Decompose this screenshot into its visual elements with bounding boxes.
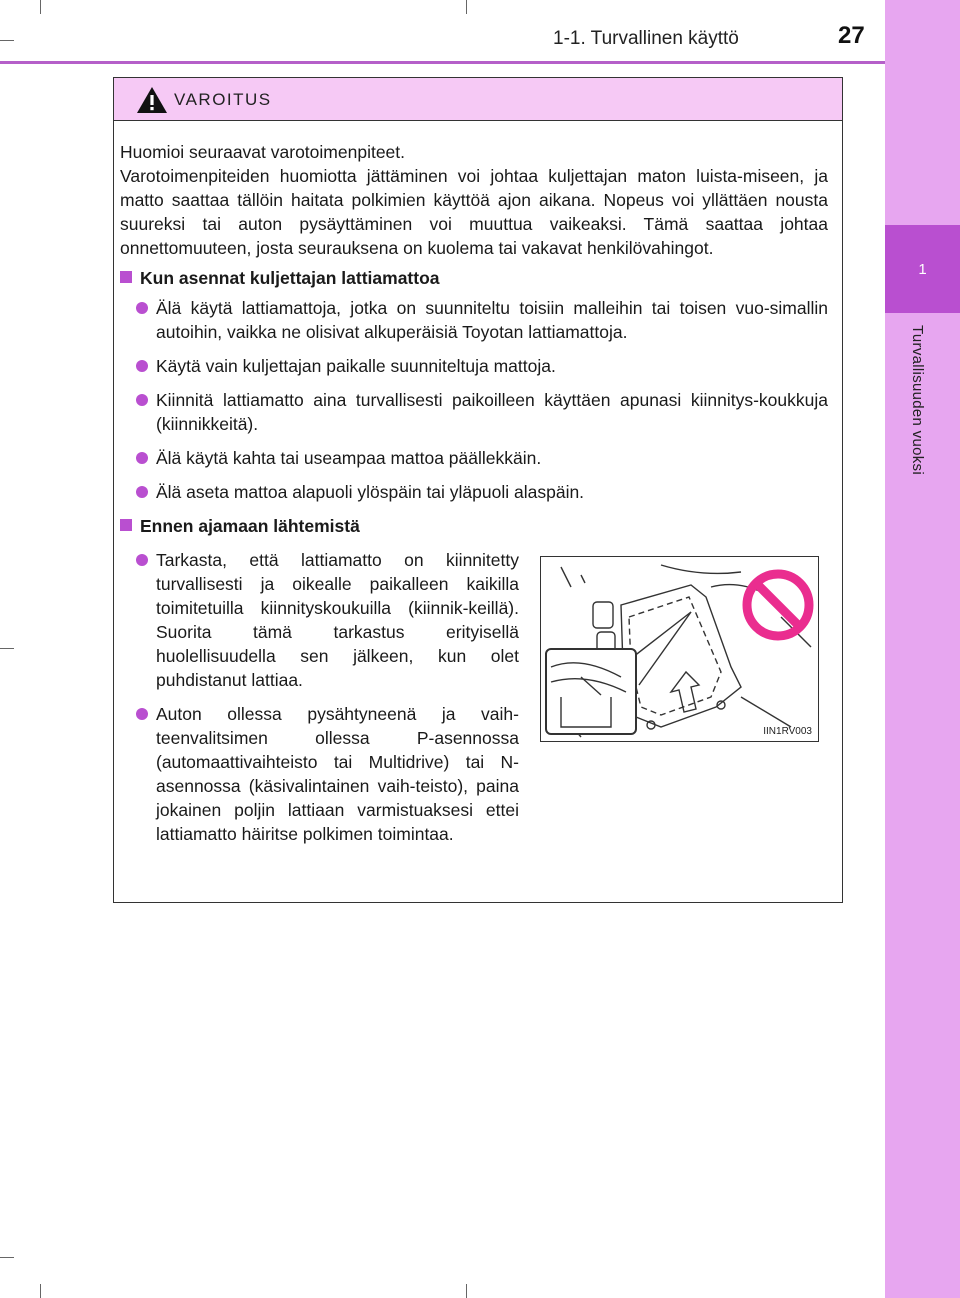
figure-code: IIN1RV003 bbox=[763, 726, 812, 737]
list-item: Kiinnitä lattiamatto aina turvallisesti paikoilleen käyttäen apunasi kiinnitys-koukkuja (kiinnikkeitä). bbox=[120, 388, 828, 436]
chapter-title: Turvallisuuden vuoksi bbox=[909, 325, 926, 475]
crop-mark bbox=[466, 1284, 467, 1298]
bullet-dot-icon bbox=[136, 452, 148, 464]
bullet-dot-icon bbox=[136, 708, 148, 720]
warning-triangle-icon bbox=[136, 86, 168, 114]
page-number: 27 bbox=[838, 22, 865, 49]
square-bullet-icon bbox=[120, 271, 132, 283]
list-item: Tarkasta, että lattiamatto on kiinnitetty turvallisesti ja oikealle paikalleen kaikilla toimitetuilla kiinnityskoukuilla (kiinnik-keillä). Suorita tämä tarkastus erityisellä huolellisuudella sen jälkeen, kun olet puhdistanut lattiaa. bbox=[120, 548, 519, 692]
section-heading: Ennen ajamaan lähtemistä bbox=[120, 514, 828, 538]
crop-mark bbox=[0, 40, 14, 41]
crop-mark bbox=[40, 0, 41, 14]
list-item: Älä käytä kahta tai useampaa mattoa päällekkäin. bbox=[120, 446, 828, 470]
crop-mark bbox=[466, 0, 467, 14]
chapter-tab bbox=[885, 225, 960, 313]
list-item: Älä aseta mattoa alapuoli ylöspäin tai yläpuoli alaspäin. bbox=[120, 480, 828, 504]
header-rule bbox=[0, 61, 885, 64]
list-item: Älä käytä lattiamattoja, jotka on suunniteltu toisiin malleihin tai toisen vuo-simallin autoihin, vaikka ne olisivat alkuperäisiä Toyotan lattiamattoja. bbox=[120, 296, 828, 344]
list-item: Käytä vain kuljettajan paikalle suunniteltuja mattoja. bbox=[120, 354, 828, 378]
bullet-dot-icon bbox=[136, 360, 148, 372]
warning-title: VAROITUS bbox=[174, 90, 272, 109]
warning-intro bbox=[120, 140, 828, 260]
chapter-number: 1 bbox=[918, 260, 927, 278]
chapter-sidebar bbox=[885, 0, 960, 1298]
crop-mark bbox=[0, 1257, 14, 1258]
bullet-dot-icon bbox=[136, 302, 148, 314]
warning-content bbox=[120, 140, 828, 856]
warning-box bbox=[113, 77, 843, 903]
intro-line: Huomioi seuraavat varotoimenpiteet. bbox=[120, 142, 406, 162]
crop-mark bbox=[0, 648, 14, 649]
section-heading: Kun asennat kuljettajan lattiamattoa bbox=[120, 266, 828, 290]
crop-mark bbox=[40, 1284, 41, 1298]
section-title: 1-1. Turvallinen käyttö bbox=[553, 28, 739, 49]
bullet-dot-icon bbox=[136, 486, 148, 498]
intro-line: Varotoimenpiteiden huomiotta jättäminen voi johtaa kuljettajan maton luista-miseen, ja matto saattaa tällöin haitata polkimien käyttöä ajon aikana. Nopeus voi yllättäen nousta suureksi tai auton pysäyttäminen voi muuttua vaikeaksi. Tämä saattaa johtaa onnettomuuteen, josta seurauksena on kuolema tai vakavat henkilövahingot. bbox=[120, 166, 828, 258]
warning-header bbox=[114, 78, 842, 121]
square-bullet-icon bbox=[120, 519, 132, 531]
list-item: Auton ollessa pysähtyneenä ja vaih-teenvalitsimen ollessa P-asennossa (automaattivaihteisto tai Multidrive) tai N-asennossa (käsivalintainen vaih-teisto), paina jokainen poljin lattiaan varmistuaksesi ettei lattiamatto häiritse polkimen toimintaa. bbox=[120, 702, 519, 846]
bullet-dot-icon bbox=[136, 554, 148, 566]
floor-mat-drawing bbox=[541, 557, 817, 740]
narrow-column bbox=[120, 548, 519, 846]
bullet-dot-icon bbox=[136, 394, 148, 406]
floor-mat-illustration bbox=[540, 556, 819, 742]
